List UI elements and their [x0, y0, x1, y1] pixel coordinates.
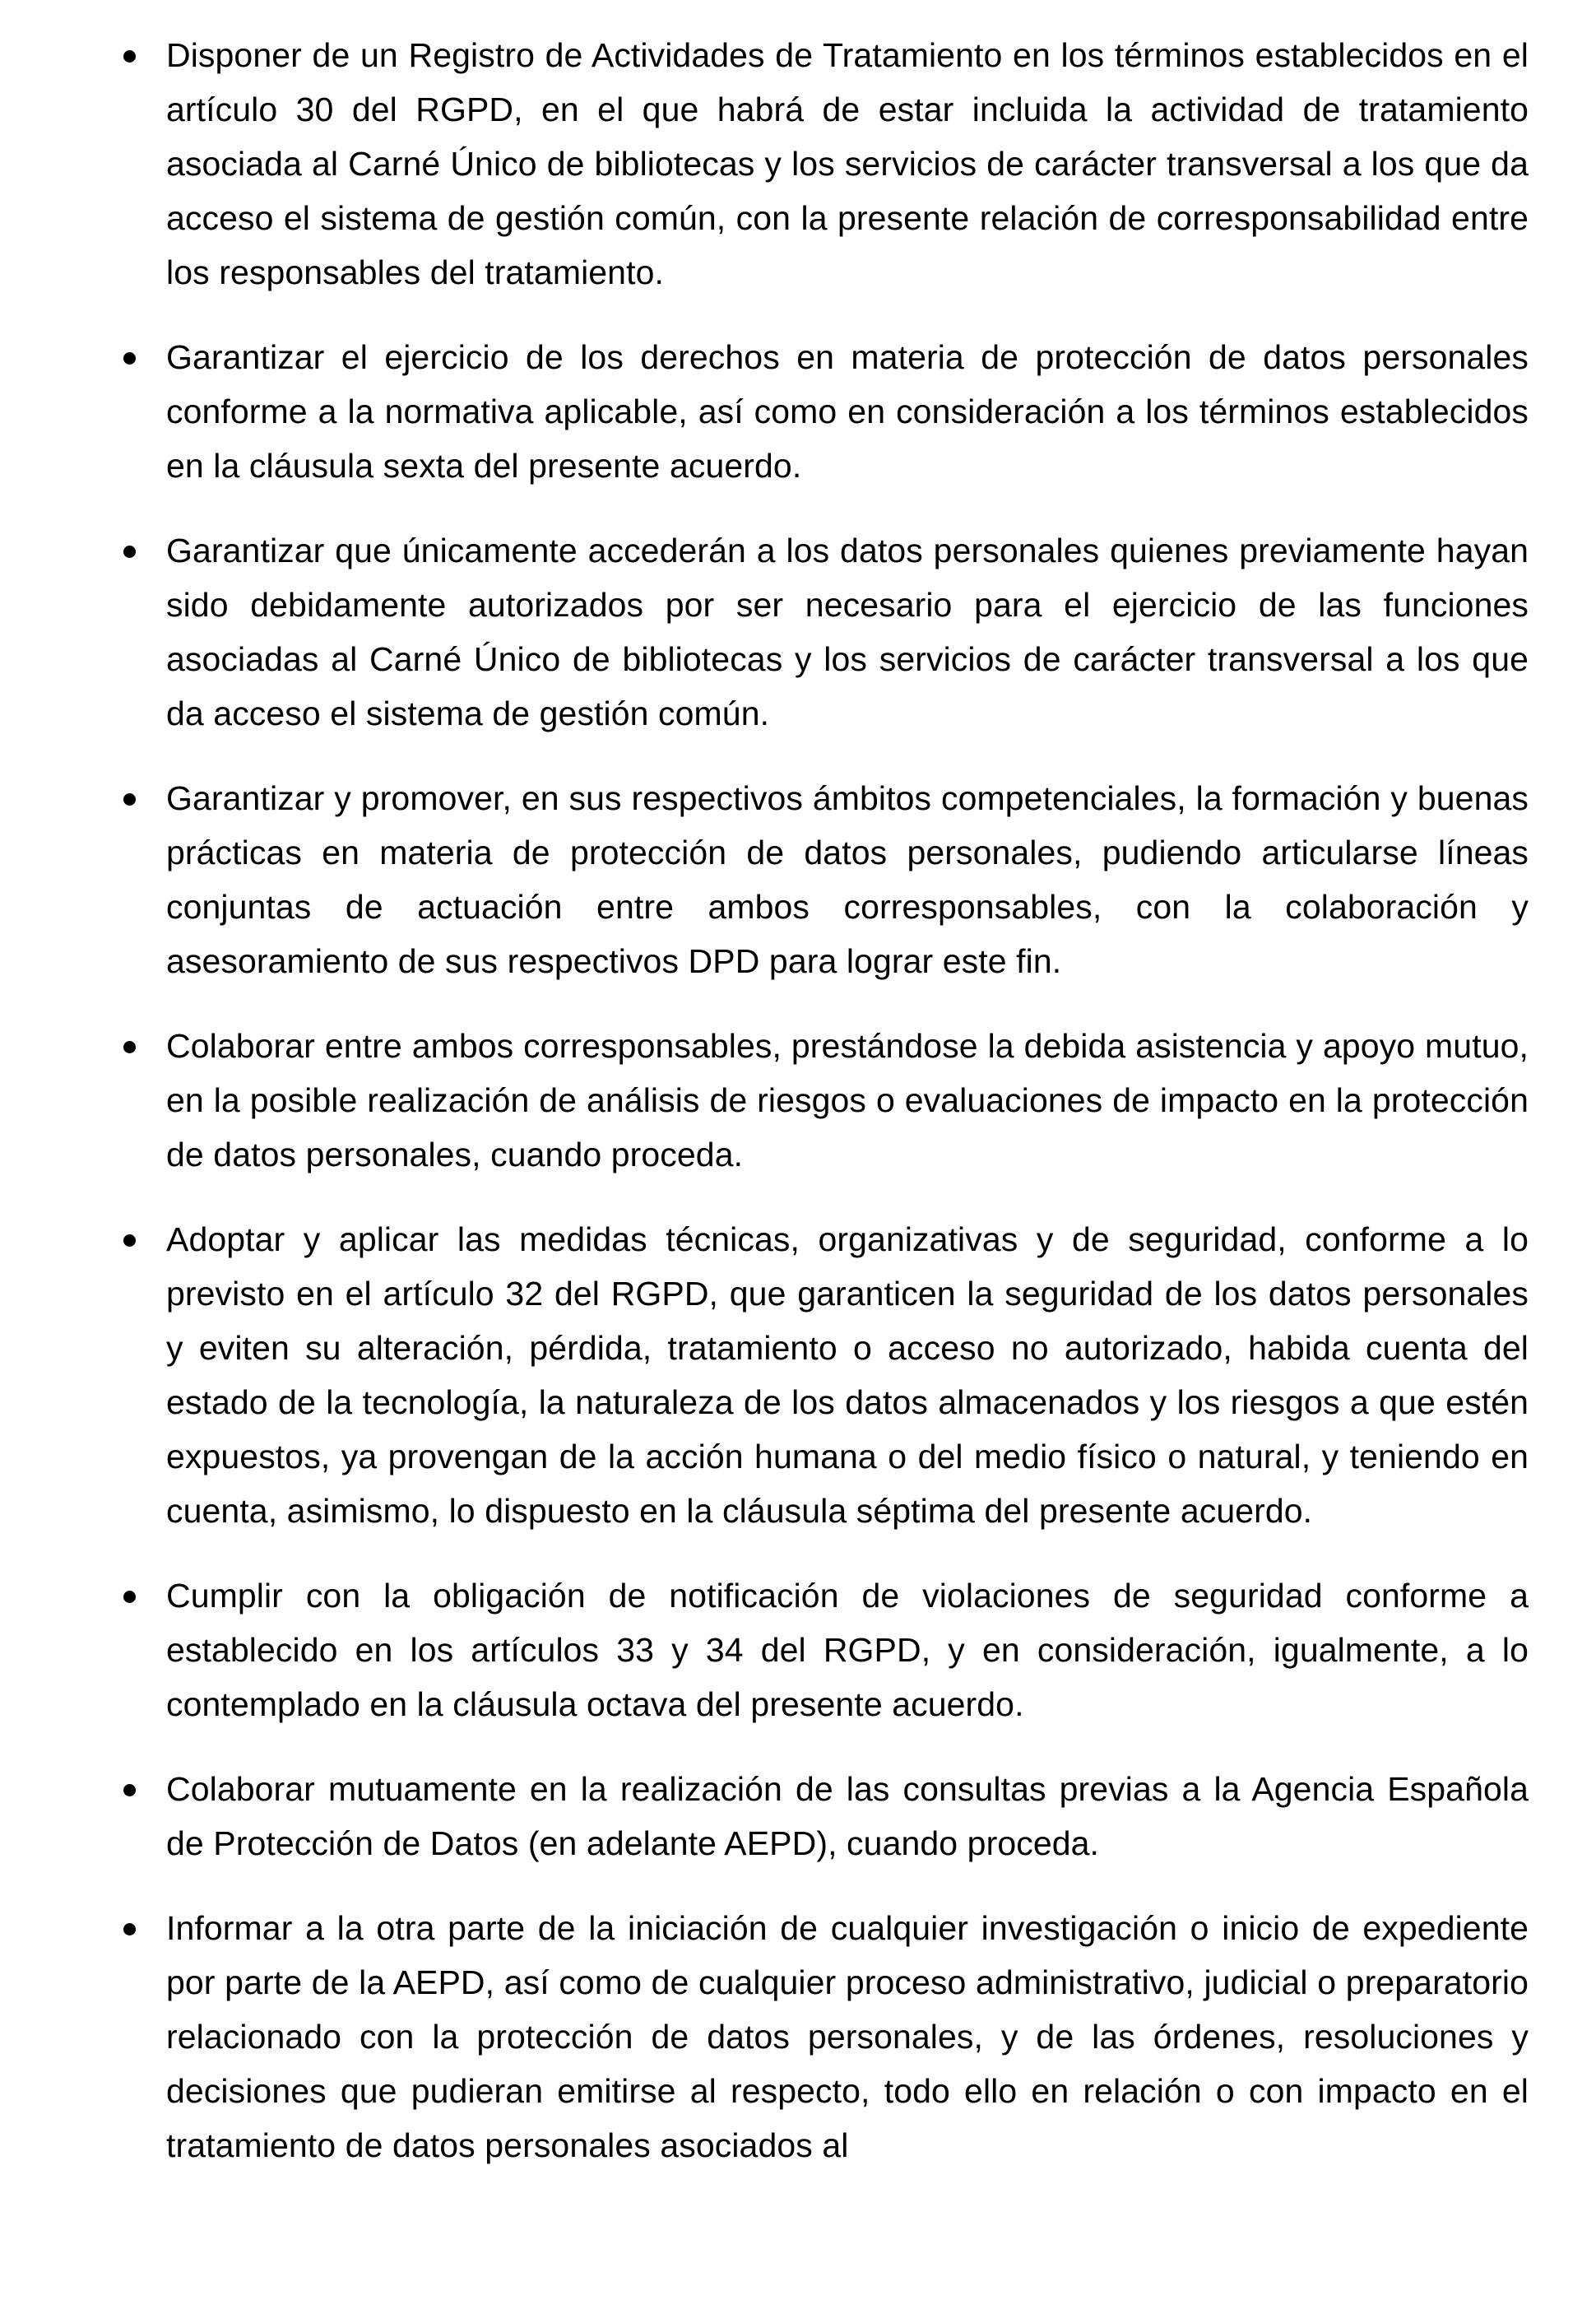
- list-item-text: Cumplir con la obligación de notificación de violaciones de seguridad conforme a establecido en los artículos 33 y 34 del RGPD, y en consideración, igualmente, a lo contemplado en la cláusula octava del presente acuerdo.: [166, 1577, 1529, 1723]
- list-item: [120, 771, 1529, 988]
- list-item-text: Garantizar que únicamente accederán a los datos personales quienes previamente hayan sido debidamente autorizados por ser necesario para el ejercicio de las funciones asociadas al Carné Único de bibliotecas y los servicios de carácter transversal a los que da acceso el sistema de gestión común.: [166, 532, 1529, 732]
- bullet-icon: [123, 50, 136, 63]
- list-item: [120, 1019, 1529, 1182]
- bullet-icon: [123, 1041, 136, 1053]
- list-item: [120, 1762, 1529, 1870]
- list-item: [120, 1901, 1529, 2172]
- bullet-icon: [123, 793, 136, 806]
- list-item: [120, 523, 1529, 741]
- list-item-text: Disponer de un Registro de Actividades de Tratamiento en los términos establecidos en el artículo 30 del RGPD, en el que habrá de estar incluida la actividad de tratamiento asociada al Carné Único de bibliotecas y los servicios de carácter transversal a los que da acceso el sistema de gestión común, con la presente relación de corresponsabilidad entre los responsables del tratamiento.: [166, 36, 1529, 291]
- bullet-icon: [123, 1923, 136, 1935]
- list-item: [120, 1568, 1529, 1731]
- bullet-icon: [123, 546, 136, 558]
- bullet-icon: [123, 1591, 136, 1603]
- bullet-icon: [123, 1784, 136, 1796]
- list-item: [120, 330, 1529, 493]
- list-item: [120, 28, 1529, 300]
- list-item-text: Informar a la otra parte de la iniciación de cualquier investigación o inicio de expediente por parte de la AEPD, así como de cualquier proceso administrativo, judicial o preparatorio relacionado con la protección de datos personales, y de las órdenes, resoluciones y decisiones que pudieran emitirse al respecto, todo ello en relación o con impacto en el tratamiento de datos personales asociados al: [166, 1909, 1529, 2164]
- obligations-bullet-list: [120, 28, 1529, 2203]
- list-item-text: Garantizar el ejercicio de los derechos en materia de protección de datos personales conforme a la normativa aplicable, así como en consideración a los términos establecidos en la cláusula sexta del presente acuerdo.: [166, 338, 1529, 485]
- list-item-text: Colaborar entre ambos corresponsables, prestándose la debida asistencia y apoyo mutuo, en la posible realización de análisis de riesgos o evaluaciones de impacto en la protección de datos personales, cuando proceda.: [166, 1027, 1529, 1173]
- bullet-icon: [123, 1234, 136, 1247]
- bullet-icon: [123, 352, 136, 365]
- list-item-text: Adoptar y aplicar las medidas técnicas, organizativas y de seguridad, conforme a lo previsto en el artículo 32 del RGPD, que garanticen la seguridad de los datos personales y eviten su alteración, pérdida, tratamiento o acceso no autorizado, habida cuenta del estado de la tecnología, la naturaleza de los datos almacenados y los riesgos a que estén expuestos, ya provengan de la acción humana o del medio físico o natural, y teniendo en cuenta, asimismo, lo dispuesto en la cláusula séptima del presente acuerdo.: [166, 1220, 1529, 1530]
- list-item: [120, 1212, 1529, 1538]
- list-item-text: Garantizar y promover, en sus respectivos ámbitos competenciales, la formación y buenas prácticas en materia de protección de datos personales, pudiendo articularse líneas conjuntas de actuación entre ambos corresponsables, con la colaboración y asesoramiento de sus respectivos DPD para lograr este fin.: [166, 779, 1529, 980]
- list-item-text: Colaborar mutuamente en la realización de las consultas previas a la Agencia Española de Protección de Datos (en adelante AEPD), cuando proceda.: [166, 1770, 1529, 1862]
